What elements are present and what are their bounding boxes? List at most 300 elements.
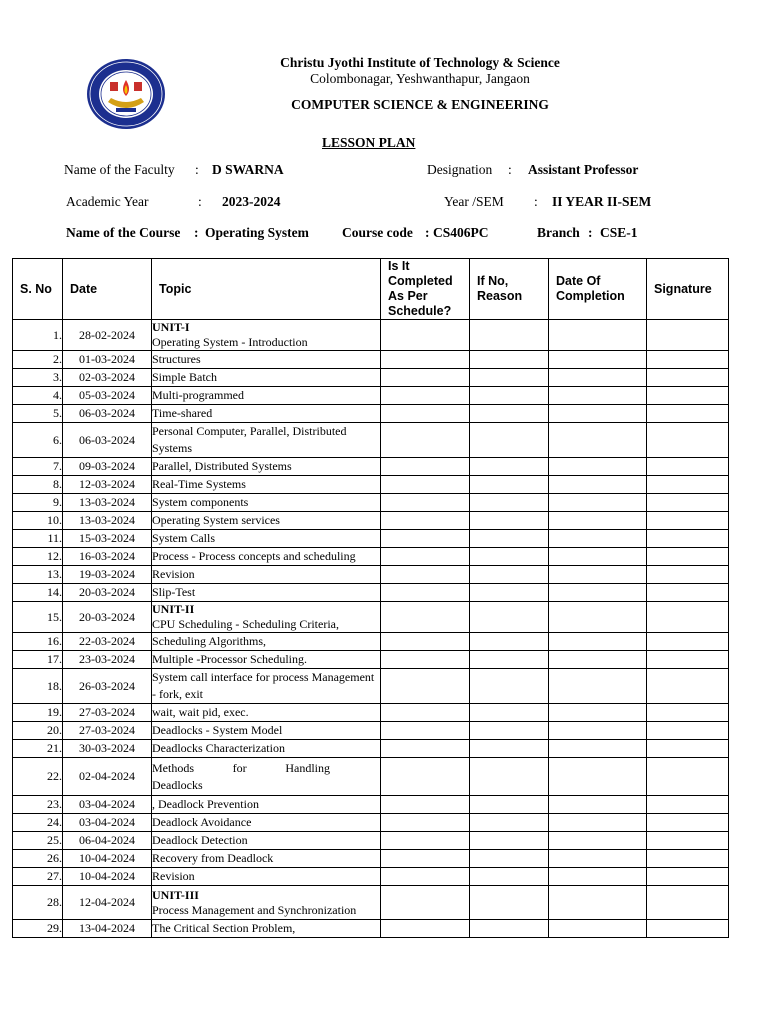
reason-cell — [470, 850, 549, 868]
completed-cell — [381, 476, 470, 494]
row-topic — [152, 423, 381, 458]
row-topic — [152, 758, 381, 796]
reason-cell — [470, 920, 549, 938]
row-date: 27-03-2024 — [63, 704, 152, 722]
topic-text: , Deadlock Prevention — [152, 797, 259, 811]
row-date: 26-03-2024 — [63, 669, 152, 704]
row-date: 13-04-2024 — [63, 920, 152, 938]
designation-colon: : — [508, 162, 512, 177]
signature-cell — [647, 320, 729, 351]
row-topic — [152, 476, 381, 494]
topic-text: Multi-programmed — [152, 388, 244, 402]
topic-text: Process Management and Synchronization — [152, 902, 357, 917]
signature-cell — [647, 387, 729, 405]
signature-cell — [647, 530, 729, 548]
reason-cell — [470, 722, 549, 740]
topic-text: Time-shared — [152, 406, 213, 420]
row-sno: 3. — [13, 369, 63, 387]
completion-date-cell — [549, 704, 647, 722]
row-topic — [152, 868, 381, 886]
reason-cell — [470, 669, 549, 704]
row-date: 20-03-2024 — [63, 584, 152, 602]
completion-date-cell — [549, 814, 647, 832]
signature-cell — [647, 740, 729, 758]
topic-text: Deadlocks Characterization — [152, 741, 285, 755]
row-topic — [152, 548, 381, 566]
completed-cell — [381, 351, 470, 369]
signature-cell — [647, 458, 729, 476]
topic-text: Process - Process concepts and scheduling — [152, 549, 356, 563]
reason-cell — [470, 548, 549, 566]
completed-cell — [381, 669, 470, 704]
row-topic — [152, 405, 381, 423]
completed-cell — [381, 320, 470, 351]
row-topic — [152, 796, 381, 814]
row-sno: 18. — [13, 669, 63, 704]
signature-cell — [647, 886, 729, 920]
row-date: 10-04-2024 — [63, 850, 152, 868]
row-topic — [152, 602, 381, 633]
topic-text: Slip-Test — [152, 585, 196, 599]
reason-cell — [470, 886, 549, 920]
table-row — [13, 387, 729, 405]
topic-text: Real-Time Systems — [152, 477, 246, 491]
row-topic — [152, 814, 381, 832]
institute-name: Christu Jyothi Institute of Technology & Science — [280, 55, 560, 70]
signature-cell — [647, 351, 729, 369]
reason-cell — [470, 320, 549, 351]
table-row — [13, 423, 729, 458]
row-topic — [152, 740, 381, 758]
topic-text: CPU Scheduling - Scheduling Criteria, — [152, 617, 339, 631]
completion-date-cell — [549, 530, 647, 548]
row-topic — [152, 633, 381, 651]
row-date: 02-04-2024 — [63, 758, 152, 796]
signature-cell — [647, 814, 729, 832]
reason-cell — [470, 740, 549, 758]
topic-text: Personal Computer, Parallel, Distributed Systems — [152, 424, 347, 455]
completed-cell — [381, 566, 470, 584]
reason-cell — [470, 758, 549, 796]
row-sno: 10. — [13, 512, 63, 530]
row-topic — [152, 566, 381, 584]
completed-cell — [381, 512, 470, 530]
row-topic — [152, 704, 381, 722]
column-header-reason: If No, Reason — [470, 259, 549, 320]
row-date: 19-03-2024 — [63, 566, 152, 584]
topic-text: Operating System services — [152, 513, 280, 527]
table-row — [13, 758, 729, 796]
row-sno: 17. — [13, 651, 63, 669]
reason-cell — [470, 494, 549, 512]
reason-cell — [470, 512, 549, 530]
row-date: 13-03-2024 — [63, 494, 152, 512]
branch-label: Branch — [537, 225, 580, 240]
topic-text: Deadlock Avoidance — [152, 815, 252, 829]
table-header-row — [13, 259, 729, 320]
row-topic — [152, 832, 381, 850]
row-topic — [152, 920, 381, 938]
row-sno: 9. — [13, 494, 63, 512]
row-date: 12-04-2024 — [63, 886, 152, 920]
row-date: 10-04-2024 — [63, 868, 152, 886]
row-date: 13-03-2024 — [63, 512, 152, 530]
row-sno: 21. — [13, 740, 63, 758]
table-row — [13, 405, 729, 423]
signature-cell — [647, 669, 729, 704]
row-date: 02-03-2024 — [63, 369, 152, 387]
unit-heading: UNIT-III — [152, 887, 199, 902]
table-row — [13, 868, 729, 886]
table-row — [13, 369, 729, 387]
reason-cell — [470, 633, 549, 651]
row-sno: 16. — [13, 633, 63, 651]
row-date: 06-03-2024 — [63, 405, 152, 423]
row-sno: 23. — [13, 796, 63, 814]
signature-cell — [647, 405, 729, 423]
completion-date-cell — [549, 868, 647, 886]
document-title: LESSON PLAN — [322, 135, 416, 150]
row-topic — [152, 351, 381, 369]
completed-cell — [381, 886, 470, 920]
lesson-plan-table — [12, 258, 729, 938]
row-date: 28-02-2024 — [63, 320, 152, 351]
row-sno: 25. — [13, 832, 63, 850]
reason-cell — [470, 602, 549, 633]
column-header-sno: S. No — [13, 259, 63, 320]
topic-text: Deadlock Detection — [152, 833, 248, 847]
row-topic — [152, 369, 381, 387]
table-row — [13, 584, 729, 602]
table-row — [13, 920, 729, 938]
table-row — [13, 722, 729, 740]
row-date: 27-03-2024 — [63, 722, 152, 740]
row-date: 01-03-2024 — [63, 351, 152, 369]
completed-cell — [381, 920, 470, 938]
table-row — [13, 476, 729, 494]
completed-cell — [381, 548, 470, 566]
faculty-label: Name of the Faculty — [64, 162, 175, 177]
column-header-signature: Signature — [647, 259, 729, 320]
topic-text: Parallel, Distributed Systems — [152, 459, 292, 473]
signature-cell — [647, 796, 729, 814]
unit-heading: UNIT-I — [152, 320, 190, 334]
completed-cell — [381, 584, 470, 602]
row-topic — [152, 458, 381, 476]
row-topic — [152, 494, 381, 512]
course-code-colon: : — [425, 225, 430, 240]
course-name-colon: : — [194, 225, 199, 240]
row-sno: 28. — [13, 886, 63, 920]
signature-cell — [647, 602, 729, 633]
completed-cell — [381, 494, 470, 512]
faculty-colon: : — [195, 162, 199, 177]
topic-text: The Critical Section Problem, — [152, 921, 296, 935]
reason-cell — [470, 584, 549, 602]
completed-cell — [381, 602, 470, 633]
table-row — [13, 494, 729, 512]
completed-cell — [381, 814, 470, 832]
table-row — [13, 669, 729, 704]
table-row — [13, 512, 729, 530]
completed-cell — [381, 796, 470, 814]
row-sno: 24. — [13, 814, 63, 832]
topic-text: System Calls — [152, 531, 216, 545]
completed-cell — [381, 369, 470, 387]
row-sno: 7. — [13, 458, 63, 476]
signature-cell — [647, 423, 729, 458]
row-topic — [152, 320, 381, 351]
designation-label: Designation — [427, 162, 493, 177]
topic-text: Revision — [152, 567, 195, 581]
table-row — [13, 832, 729, 850]
completion-date-cell — [549, 512, 647, 530]
branch-colon: : — [588, 225, 593, 240]
row-sno: 12. — [13, 548, 63, 566]
row-topic — [152, 850, 381, 868]
completed-cell — [381, 458, 470, 476]
topic-text: Multiple -Processor Scheduling. — [152, 652, 307, 666]
row-date: 09-03-2024 — [63, 458, 152, 476]
completion-date-cell — [549, 494, 647, 512]
reason-cell — [470, 566, 549, 584]
department-name: COMPUTER SCIENCE & ENGINEERING — [291, 97, 549, 112]
completion-date-cell — [549, 758, 647, 796]
completion-date-cell — [549, 423, 647, 458]
column-header-topic: Topic — [152, 259, 381, 320]
table-row — [13, 651, 729, 669]
table-row — [13, 458, 729, 476]
course-name-label: Name of the Course — [66, 225, 181, 240]
row-sno: 15. — [13, 602, 63, 633]
signature-cell — [647, 651, 729, 669]
completion-date-cell — [549, 740, 647, 758]
signature-cell — [647, 920, 729, 938]
row-sno: 27. — [13, 868, 63, 886]
row-topic — [152, 512, 381, 530]
completion-date-cell — [549, 886, 647, 920]
row-sno: 11. — [13, 530, 63, 548]
table-row — [13, 633, 729, 651]
row-date: 23-03-2024 — [63, 651, 152, 669]
completion-date-cell — [549, 458, 647, 476]
completion-date-cell — [549, 548, 647, 566]
signature-cell — [647, 584, 729, 602]
designation-value: Assistant Professor — [528, 162, 639, 177]
row-date: 05-03-2024 — [63, 387, 152, 405]
completion-date-cell — [549, 850, 647, 868]
table-row — [13, 814, 729, 832]
lesson-plan-body — [13, 320, 729, 938]
row-date: 06-04-2024 — [63, 832, 152, 850]
row-sno: 19. — [13, 704, 63, 722]
table-row — [13, 351, 729, 369]
table-row — [13, 530, 729, 548]
row-topic — [152, 387, 381, 405]
completed-cell — [381, 530, 470, 548]
row-sno: 13. — [13, 566, 63, 584]
institute-address: Colombonagar, Yeshwanthapur, Jangaon — [310, 71, 530, 86]
row-date: 22-03-2024 — [63, 633, 152, 651]
table-row — [13, 796, 729, 814]
signature-cell — [647, 850, 729, 868]
completed-cell — [381, 651, 470, 669]
topic-text: Recovery from Deadlock — [152, 851, 274, 865]
signature-cell — [647, 566, 729, 584]
year-sem-colon: : — [534, 194, 538, 209]
completed-cell — [381, 387, 470, 405]
completion-date-cell — [549, 405, 647, 423]
column-header-completed: Is It Completed As Per Schedule? — [381, 259, 470, 320]
signature-cell — [647, 832, 729, 850]
table-row — [13, 320, 729, 351]
signature-cell — [647, 868, 729, 886]
completed-cell — [381, 633, 470, 651]
reason-cell — [470, 405, 549, 423]
unit-heading: UNIT-II — [152, 602, 195, 616]
table-row — [13, 740, 729, 758]
row-date: 15-03-2024 — [63, 530, 152, 548]
table-row — [13, 548, 729, 566]
row-topic — [152, 530, 381, 548]
completion-date-cell — [549, 651, 647, 669]
completed-cell — [381, 405, 470, 423]
topic-text: Simple Batch — [152, 370, 217, 384]
row-topic — [152, 584, 381, 602]
completed-cell — [381, 868, 470, 886]
completion-date-cell — [549, 920, 647, 938]
row-topic — [152, 651, 381, 669]
row-date: 30-03-2024 — [63, 740, 152, 758]
academic-year-value: 2023-2024 — [222, 194, 281, 209]
reason-cell — [470, 458, 549, 476]
completion-date-cell — [549, 584, 647, 602]
row-sno: 6. — [13, 423, 63, 458]
reason-cell — [470, 369, 549, 387]
academic-year-colon: : — [198, 194, 202, 209]
table-row — [13, 850, 729, 868]
row-date: 03-04-2024 — [63, 796, 152, 814]
column-header-date-of-completion: Date Of Completion — [549, 259, 647, 320]
course-name-value: Operating System — [205, 225, 309, 240]
year-sem-label: Year /SEM — [444, 194, 504, 209]
faculty-value: D SWARNA — [212, 162, 284, 177]
reason-cell — [470, 704, 549, 722]
column-header-date: Date — [63, 259, 152, 320]
topic-text: Methods for Handling Deadlocks — [152, 760, 330, 792]
completed-cell — [381, 832, 470, 850]
topic-text: Deadlocks - System Model — [152, 723, 283, 737]
topic-text: System call interface for process Management - fork, exit — [152, 670, 375, 701]
completion-date-cell — [549, 796, 647, 814]
table-row — [13, 602, 729, 633]
completion-date-cell — [549, 476, 647, 494]
row-sno: 1. — [13, 320, 63, 351]
reason-cell — [470, 868, 549, 886]
row-topic — [152, 722, 381, 740]
reason-cell — [470, 651, 549, 669]
completion-date-cell — [549, 320, 647, 351]
table-row — [13, 886, 729, 920]
signature-cell — [647, 494, 729, 512]
signature-cell — [647, 704, 729, 722]
topic-text: wait, wait pid, exec. — [152, 705, 249, 719]
course-code-label: Course code — [342, 225, 413, 240]
row-sno: 22. — [13, 758, 63, 796]
row-sno: 4. — [13, 387, 63, 405]
completed-cell — [381, 740, 470, 758]
row-date: 03-04-2024 — [63, 814, 152, 832]
topic-text: System components — [152, 495, 249, 509]
completion-date-cell — [549, 566, 647, 584]
signature-cell — [647, 758, 729, 796]
completion-date-cell — [549, 669, 647, 704]
year-sem-value: II YEAR II-SEM — [552, 194, 652, 209]
reason-cell — [470, 476, 549, 494]
topic-text: Operating System - Introduction — [152, 335, 308, 349]
completed-cell — [381, 423, 470, 458]
signature-cell — [647, 633, 729, 651]
signature-cell — [647, 476, 729, 494]
completed-cell — [381, 758, 470, 796]
institute-logo — [86, 58, 166, 130]
course-code-value: CS406PC — [433, 225, 489, 240]
row-sno: 2. — [13, 351, 63, 369]
completed-cell — [381, 704, 470, 722]
reason-cell — [470, 530, 549, 548]
reason-cell — [470, 387, 549, 405]
row-sno: 8. — [13, 476, 63, 494]
row-sno: 14. — [13, 584, 63, 602]
row-sno: 5. — [13, 405, 63, 423]
signature-cell — [647, 369, 729, 387]
reason-cell — [470, 796, 549, 814]
reason-cell — [470, 351, 549, 369]
completed-cell — [381, 722, 470, 740]
completed-cell — [381, 850, 470, 868]
row-sno: 20. — [13, 722, 63, 740]
table-row — [13, 566, 729, 584]
row-date: 12-03-2024 — [63, 476, 152, 494]
signature-cell — [647, 512, 729, 530]
reason-cell — [470, 423, 549, 458]
completion-date-cell — [549, 633, 647, 651]
completion-date-cell — [549, 351, 647, 369]
academic-year-label: Academic Year — [66, 194, 149, 209]
completion-date-cell — [549, 387, 647, 405]
reason-cell — [470, 814, 549, 832]
reason-cell — [470, 832, 549, 850]
row-topic — [152, 886, 381, 920]
row-date: 20-03-2024 — [63, 602, 152, 633]
completion-date-cell — [549, 832, 647, 850]
row-sno: 26. — [13, 850, 63, 868]
table-row — [13, 704, 729, 722]
completion-date-cell — [549, 369, 647, 387]
topic-text: Revision — [152, 869, 195, 883]
row-date: 06-03-2024 — [63, 423, 152, 458]
signature-cell — [647, 722, 729, 740]
signature-cell — [647, 548, 729, 566]
branch-value: CSE-1 — [600, 225, 638, 240]
row-topic — [152, 669, 381, 704]
row-sno: 29. — [13, 920, 63, 938]
row-date: 16-03-2024 — [63, 548, 152, 566]
topic-text: Structures — [152, 352, 201, 366]
completion-date-cell — [549, 602, 647, 633]
topic-text: Scheduling Algorithms, — [152, 634, 266, 648]
completion-date-cell — [549, 722, 647, 740]
